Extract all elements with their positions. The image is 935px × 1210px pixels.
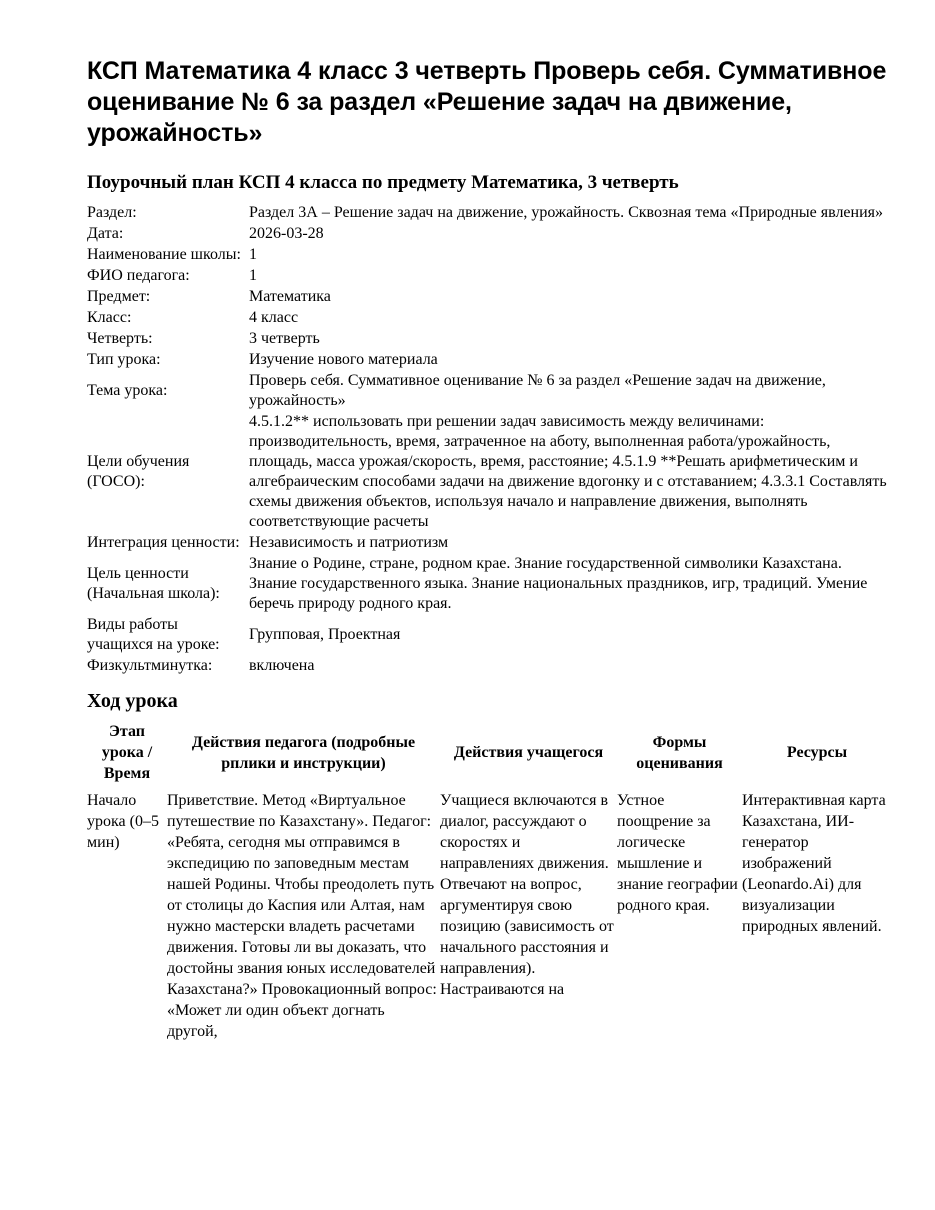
info-row-subject [87,287,892,308]
column-header-resources: Ресурсы [786,744,848,761]
lesson-heading: Ход урока [87,690,178,712]
info-label: Цели обучения (ГОСО): [87,453,190,490]
info-label: Наименование школы: [87,246,241,263]
info-value: Групповая, Проектная [249,626,401,643]
info-table [87,203,892,677]
cell-student-actions: Учащиеся включаются в диалог, рассуждают о скоростях и направлениях движения. Отвечают на вопрос, аргументируя свою позицию (зависимость от начального расстояния и направления). Настраиваются на [440,792,614,998]
info-label: Дата: [87,225,124,242]
plan-subtitle: Поурочный план КСП 4 класса по предмету Математика, 3 четверть [87,172,679,193]
info-label: Четверть: [87,330,153,347]
info-label: Виды работы учащихся на уроке: [87,616,220,653]
info-value: 3 четверть [249,330,320,347]
column-header-teacher-actions: Действия педагога (подробные рплики и инструкции) [191,733,416,772]
info-row-grade [87,308,892,329]
cell-resources: Интерактивная карта Казахстана, ИИ-генератор изображений (Leonardo.Ai) для визуализации природных явлений. [742,792,886,935]
column-header-student-actions: Действия учащегося [453,744,604,761]
info-row-value-integration [87,533,892,554]
info-value: Проверь себя. Суммативное оценивание № 6 за раздел «Решение задач на движение, урожайность» [249,372,826,409]
info-row-goals [87,412,892,533]
lesson-header-row [87,719,892,786]
info-label: Предмет: [87,288,151,305]
info-value: Знание о Родине, стране, родном крае. Знание государственной символики Казахстана. Знание государственного языка. Знание национальных праздников, игр, традиций. Умение беречь природу родного края. [249,555,868,612]
info-row-quarter [87,329,892,350]
info-value: 2026-03-28 [249,225,324,242]
info-value: включена [249,657,315,674]
info-value: 4 класс [249,309,299,326]
column-header-assessment: Формы оценивания [636,733,723,772]
info-value: Раздел 3А – Решение задач на движение, урожайность. Сквозная тема «Природные явления» [249,204,884,221]
info-row-section [87,203,892,224]
info-row-teacher [87,266,892,287]
column-header-stage: Этап урока / Время [101,723,153,782]
info-label: Цель ценности (Начальная школа): [87,565,220,602]
info-row-date [87,224,892,245]
info-value: Независимость и патриотизм [249,534,449,551]
info-label: Тема урока: [87,382,168,399]
table-row [87,786,892,1042]
info-row-topic [87,371,892,412]
cell-stage: Начало урока (0–5 мин) [87,792,159,851]
info-label: Интеграция ценности: [87,534,240,551]
info-value: 1 [249,246,257,263]
info-row-work-types [87,615,892,656]
cell-teacher-actions: Приветствие. Метод «Виртуальное путешествие по Казахстану». Педагог: «Ребята, сегодня мы отправимся в экспедицию по заповедным местам нашей Родины. Чтобы преодолеть путь от столицы до Каспия или Алтая, нам нужно мастерски владеть расчетами движения. Готовы ли вы доказать, что достойны звания юных исследователей Казахстана?» Провокационный вопрос: «Может ли один объект догнать другой, [167,792,437,1040]
info-row-exercise-break [87,656,892,677]
info-row-lesson-type [87,350,892,371]
info-label: Физкультминутка: [87,657,213,674]
info-label: Тип урока: [87,351,161,368]
document-page [87,56,892,1042]
info-value: Изучение нового материала [249,351,438,368]
info-value: Математика [249,288,331,305]
info-label: Класс: [87,309,132,326]
lesson-table [87,719,892,1042]
document-title: КСП Математика 4 класс 3 четверть Проверь себя. Суммативное оценивание № 6 за раздел «Решение задач на движение, урожайность» [87,57,887,147]
cell-assessment: Устное поощрение за логическе мышление и знание географии родного края. [617,792,738,914]
info-value: 4.5.1.2** использовать при решении задач зависимость между величинами: производительность, время, затраченное на аботу, выполненная работа/урожайность, площадь, масса урожая/скорость, время, расстояние; 4.5.1.9 **Решать арифметическим и алгебраическим способами задачи на движение вдогонку и с отставанием; 4.3.3.1 Составлять схемы движения объектов, используя начало и направление движения, выполнять соответствующие расчеты [249,413,887,530]
info-label: ФИО педагога: [87,267,190,284]
info-row-school [87,245,892,266]
info-value: 1 [249,267,257,284]
info-row-value-goal [87,554,892,615]
info-label: Раздел: [87,204,137,221]
